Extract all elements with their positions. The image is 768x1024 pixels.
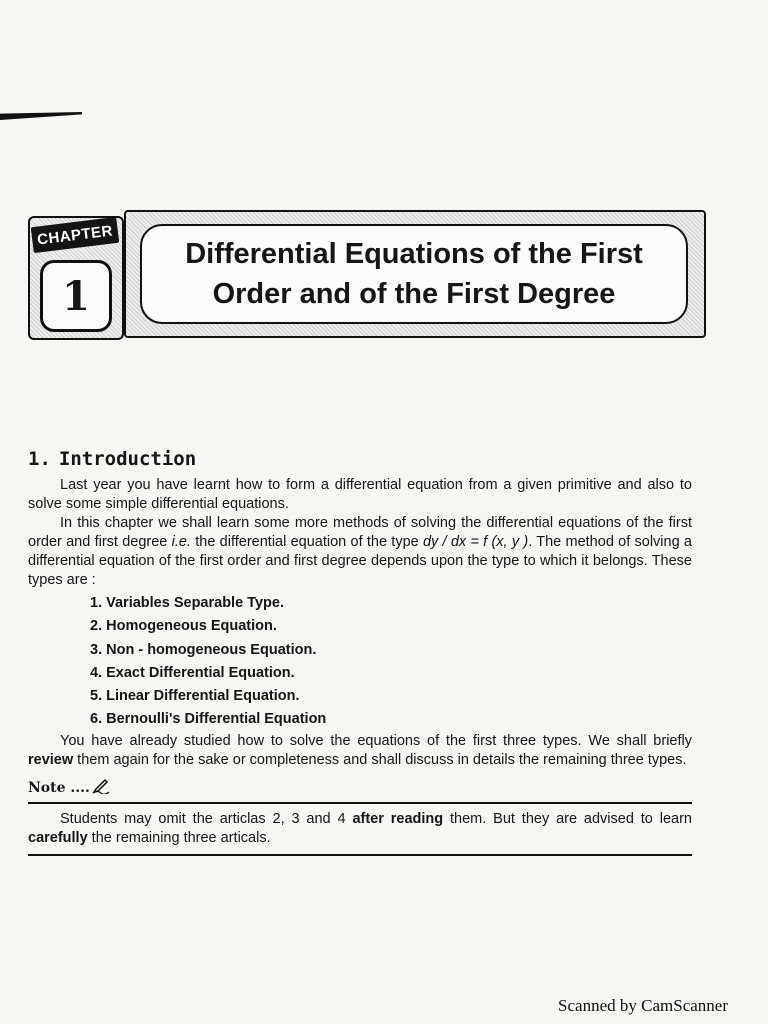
chapter-title — [140, 224, 688, 324]
para3-bold: review — [28, 751, 74, 768]
note-top-rule — [28, 802, 692, 804]
equation-types-list — [90, 592, 692, 732]
note-bold-2: carefully — [28, 829, 88, 846]
note-text-a: Students may omit the articlas 2, 3 and 4 — [60, 810, 353, 827]
chapter-tag: CHAPTER — [31, 217, 120, 253]
list-item: 5. Linear Differential Equation. — [90, 688, 300, 705]
note-bottom-rule — [28, 854, 692, 856]
list-item: 2. Homogeneous Equation. — [90, 618, 277, 635]
para2-equation: dy / dx = f (x, y ) — [422, 534, 529, 550]
list-item: 3. Non - homogeneous Equation. — [90, 641, 317, 658]
intro-paragraph-2 — [28, 514, 692, 590]
note-bold-1: after reading — [352, 810, 444, 827]
chapter-title-frame — [124, 210, 706, 338]
para2-text-b: the differential equation of the type — [190, 534, 423, 550]
note-label: Note .... — [28, 779, 90, 796]
section-title: Introduction — [58, 448, 197, 470]
chapter-badge — [28, 216, 124, 340]
pen-writing-icon — [92, 778, 110, 798]
scan-edge-mark — [0, 112, 82, 120]
note-text-b: them. But they are advised to learn — [443, 810, 692, 827]
scanner-watermark: Scanned by CamScanner — [558, 996, 728, 1015]
list-item: 4. Exact Differential Equation. — [90, 664, 295, 681]
section-number: 1. — [28, 448, 51, 470]
intro-paragraph-3 — [28, 732, 692, 770]
para2-text-a: In this chapter we shall learn some more methods of solving the differential equations of the first order and first degree — [28, 515, 692, 550]
para3-text-a: You have already studied how to solve the equations of the first three types. We shall briefly — [60, 732, 692, 749]
chapter-header — [28, 210, 704, 336]
para2-text-c: . The method of solving a differential equation of the first order and first degree depends upon the type to which it belongs. These types are : — [28, 534, 692, 588]
section-heading — [28, 448, 692, 470]
para2-ie: i.e. — [171, 534, 191, 550]
note-text — [28, 810, 692, 848]
chapter-number: 1 — [40, 260, 112, 332]
note-heading — [28, 778, 692, 798]
chapter-title-line-2: Order and of the First Degree — [212, 278, 616, 310]
note-text-c: the remaining three articals. — [87, 829, 271, 846]
para3-text-b: them again for the sake or completeness and shall discuss in details the remaining three types. — [73, 751, 687, 768]
intro-paragraph-1: Last year you have learnt how to form a differential equation from a given primitive and also to solve some simple differential equations. — [28, 477, 692, 512]
list-item: 6. Bernoulli's Differential Equation — [90, 711, 327, 728]
page-content — [28, 448, 692, 856]
chapter-title-line-1: Differential Equations of the First — [185, 238, 643, 270]
list-item: 1. Variables Separable Type. — [90, 595, 284, 611]
